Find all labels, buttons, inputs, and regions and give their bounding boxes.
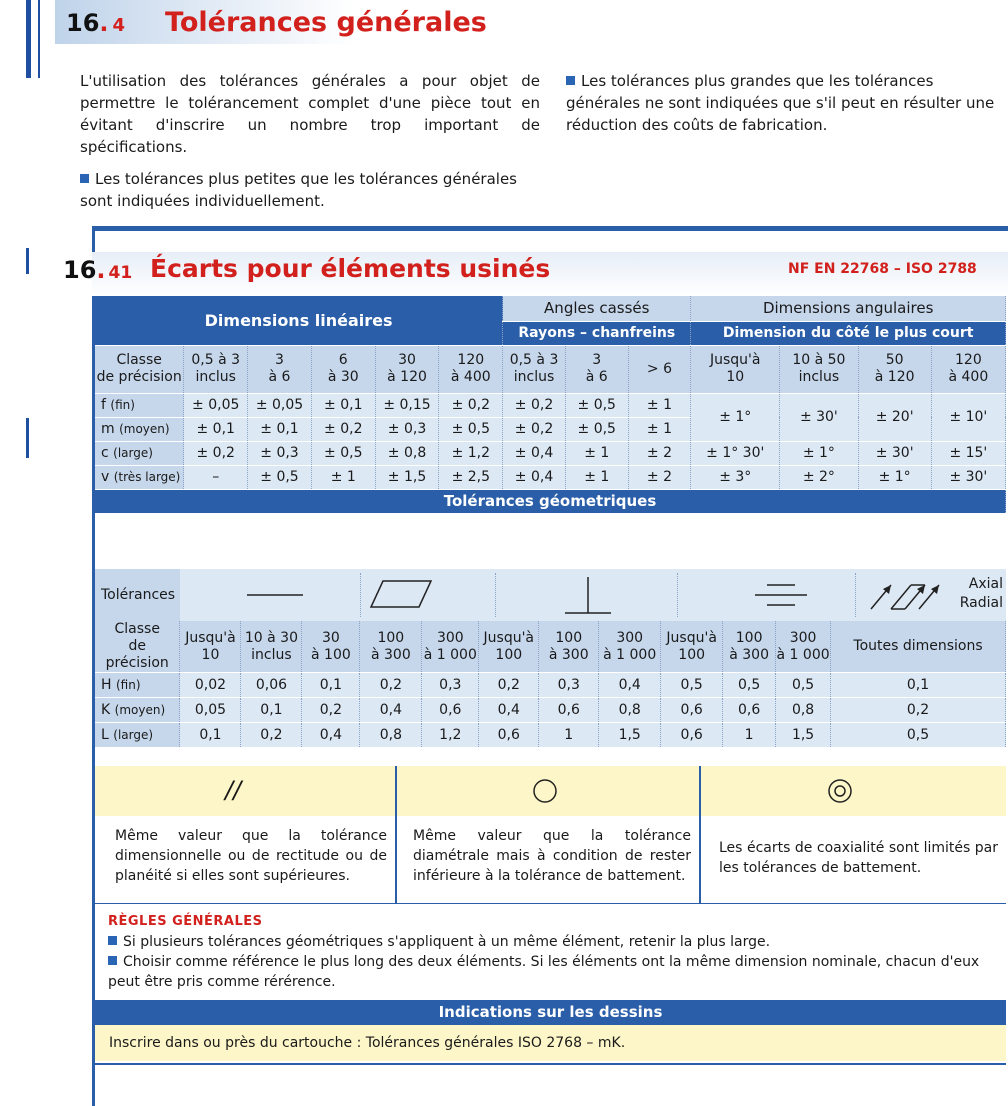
column-header: Toutes dimensions <box>831 621 1006 673</box>
table-cell: ± 1° <box>691 393 780 441</box>
column-header: 100 à 300 <box>723 621 776 673</box>
table-row <box>95 465 1006 489</box>
axial-label: Axial <box>968 576 1003 592</box>
linear-angular-table <box>95 296 1006 514</box>
table-row <box>95 698 1006 723</box>
class-cell: c (large) <box>95 441 184 465</box>
table-cell: ± 2 <box>628 441 691 465</box>
header-shortest-side: Dimension du côté le plus court <box>691 321 1006 345</box>
table-cell: ± 1 <box>628 417 691 441</box>
intro-paragraph: Les tolérances plus grandes que les tolérances générales ne sont indiquées que s'il peut en résulter une réduction des coûts de fabrication. <box>566 72 995 134</box>
table-cell: ± 0,5 <box>565 417 628 441</box>
table-cell: 0,6 <box>661 723 723 748</box>
table-row <box>95 441 1006 465</box>
drawings-band: Indications sur les dessins <box>95 1000 1006 1025</box>
table-cell: 0,3 <box>539 673 599 698</box>
table-cell: 1,2 <box>422 723 479 748</box>
norm-reference: NF EN 22768 – ISO 2788 <box>788 261 977 277</box>
table-cell: – <box>184 465 248 489</box>
table-cell: ± 0,5 <box>439 417 503 441</box>
drawings-instruction: Inscrire dans ou près du cartouche : Tolérances générales ISO 2768 – mK. <box>95 1025 1006 1061</box>
table-cell: ± 0,1 <box>311 393 375 417</box>
column-header: 3 à 6 <box>248 345 312 393</box>
column-header: Classe de précision <box>95 621 180 673</box>
table-cell: ± 0,5 <box>565 393 628 417</box>
table-cell: ± 3° <box>691 465 780 489</box>
header-radii-chamfers: Rayons – chanfreins <box>503 321 691 345</box>
note-text: Même valeur que la tolérance diamétrale mais à condition de rester inférieure à la tolérance de battement. <box>413 828 691 884</box>
table-cell: 0,2 <box>479 673 539 698</box>
yellow-cell <box>397 766 701 816</box>
table-cell: 0,6 <box>723 698 776 723</box>
table-cell: 0,6 <box>479 723 539 748</box>
runout-labels <box>955 575 1003 613</box>
class-cell: v (très large) <box>95 465 184 489</box>
divider <box>855 573 856 617</box>
note-cell <box>95 816 397 904</box>
margin-rule <box>26 248 29 274</box>
tolerances-label: Tolérances <box>95 569 180 621</box>
column-header: 10 à 50 inclus <box>780 345 858 393</box>
header-linear-dimensions: Dimensions linéaires <box>95 296 503 345</box>
subsection-number: 16. 41 <box>63 256 133 284</box>
margin-rule <box>26 0 31 78</box>
table-cell: ± 1 <box>565 465 628 489</box>
symbols-yellow-row <box>95 766 1006 816</box>
table-cell: ± 0,05 <box>184 393 248 417</box>
yellow-cell <box>701 766 1006 816</box>
table-cell: ± 0,2 <box>184 441 248 465</box>
table-cell: 0,4 <box>479 698 539 723</box>
table-cell: ± 10' <box>931 393 1005 441</box>
table-cell: 0,1 <box>831 673 1006 698</box>
note-text: Même valeur que la tolérance dimensionnelle ou de rectitude ou de planéité si elles sont supérieures. <box>115 828 387 884</box>
straightness-icon <box>245 585 305 605</box>
divider <box>677 573 678 617</box>
column-header: 300 à 1 000 <box>776 621 831 673</box>
table-cell: 1,5 <box>599 723 661 748</box>
table-cell: 0,3 <box>422 673 479 698</box>
table-cell: ± 1° <box>780 441 858 465</box>
table-cell: ± 0,4 <box>503 441 566 465</box>
column-header: 300 à 1 000 <box>599 621 661 673</box>
column-header: 120 à 400 <box>931 345 1005 393</box>
notes-row <box>95 816 1006 904</box>
table-row <box>95 723 1006 748</box>
table-cell: ± 1 <box>628 393 691 417</box>
margin-rule <box>38 0 40 78</box>
intro-right <box>566 70 1004 136</box>
flatness-icon <box>367 577 437 611</box>
table-cell: 0,1 <box>180 723 241 748</box>
table-row <box>95 393 1006 417</box>
table-cell: 0,6 <box>422 698 479 723</box>
table-cell: 1,5 <box>776 723 831 748</box>
table-cell: 1 <box>539 723 599 748</box>
table-cell: ± 0,8 <box>375 441 439 465</box>
column-header: Jusqu'à 10 <box>691 345 780 393</box>
table-cell: 0,4 <box>599 673 661 698</box>
column-header: 300 à 1 000 <box>422 621 479 673</box>
column-header: 6 à 30 <box>311 345 375 393</box>
table-column-header-row <box>95 621 1006 673</box>
class-cell: m (moyen) <box>95 417 184 441</box>
class-cell: L (large) <box>95 723 180 748</box>
table-cell: ± 0,3 <box>375 417 439 441</box>
bottom-rule <box>95 1063 1006 1065</box>
table-cell: 0,02 <box>180 673 241 698</box>
coaxiality-icon <box>827 778 853 804</box>
table-cell: ± 0,2 <box>503 393 566 417</box>
table-cell: 0,6 <box>539 698 599 723</box>
table-cell: 0,5 <box>831 723 1006 748</box>
symmetry-icon <box>753 579 809 611</box>
table-cell: 0,8 <box>360 723 422 748</box>
table-cell: ± 1,2 <box>439 441 503 465</box>
table-cell: ± 2 <box>628 465 691 489</box>
table-cell: ± 2,5 <box>439 465 503 489</box>
table-cell: ± 0,5 <box>248 465 312 489</box>
column-header: 10 à 30 inclus <box>241 621 302 673</box>
table-cell: ± 1° 30' <box>691 441 780 465</box>
table-cell: ± 0,2 <box>439 393 503 417</box>
table-cell: 0,8 <box>599 698 661 723</box>
table-cell: 0,5 <box>661 673 723 698</box>
table-cell: 0,5 <box>723 673 776 698</box>
table-cell: 0,06 <box>241 673 302 698</box>
table-cell: 0,8 <box>776 698 831 723</box>
table-cell: 0,2 <box>831 698 1006 723</box>
margin-rule <box>26 418 29 458</box>
header-angular-dimensions: Dimensions angulaires <box>691 296 1006 321</box>
table-cell: ± 0,05 <box>248 393 312 417</box>
parallelism-icon: // <box>225 776 242 804</box>
table-cell: ± 1° <box>858 465 931 489</box>
class-cell: f (fin) <box>95 393 184 417</box>
runout-icon <box>865 575 945 615</box>
header-broken-angles: Angles cassés <box>503 296 691 321</box>
table-cell: ± 0,3 <box>248 441 312 465</box>
symbols-row <box>95 569 1006 621</box>
note-cell <box>701 816 1006 904</box>
table-cell: ± 0,1 <box>248 417 312 441</box>
divider <box>495 573 496 617</box>
column-header: 30 à 120 <box>375 345 439 393</box>
circularity-icon <box>532 778 558 804</box>
column-header: Jusqu'à 10 <box>180 621 241 673</box>
table-cell: ± 2° <box>780 465 858 489</box>
divider <box>360 573 361 617</box>
section-number: 16. 4 <box>66 9 126 37</box>
table-cell: 0,4 <box>360 698 422 723</box>
table-cell: 0,2 <box>302 698 360 723</box>
table-cell: 0,05 <box>180 698 241 723</box>
rules-list <box>108 932 998 992</box>
class-cell: K (moyen) <box>95 698 180 723</box>
geometric-tolerances-band: Tolérances géometriques <box>95 489 1006 513</box>
column-header: > 6 <box>628 345 691 393</box>
bullet-square-icon <box>80 174 89 183</box>
column-header: 3 à 6 <box>565 345 628 393</box>
bullet-square-icon <box>566 76 575 85</box>
table-row <box>95 673 1006 698</box>
table-cell: 1 <box>723 723 776 748</box>
class-cell: H (fin) <box>95 673 180 698</box>
table-cell: ± 1,5 <box>375 465 439 489</box>
intro-paragraph: Les tolérances plus petites que les tolérances générales sont indiquées individuellement. <box>80 170 517 210</box>
column-header: 0,5 à 3 inclus <box>503 345 566 393</box>
bullet-square-icon <box>108 956 117 965</box>
table-cell: 0,2 <box>241 723 302 748</box>
geometric-tolerances-table <box>95 621 1006 748</box>
column-header: 100 à 300 <box>539 621 599 673</box>
table-cell: ± 1 <box>311 465 375 489</box>
table-cell: ± 0,5 <box>311 441 375 465</box>
table-cell: ± 30' <box>780 393 858 441</box>
table-cell: ± 15' <box>931 441 1005 465</box>
table-cell: ± 0,2 <box>503 417 566 441</box>
table-cell: 0,5 <box>776 673 831 698</box>
table-column-header-row <box>95 345 1006 393</box>
column-header: 30 à 100 <box>302 621 360 673</box>
table-cell: ± 0,2 <box>311 417 375 441</box>
column-header: 0,5 à 3 inclus <box>184 345 248 393</box>
intro-left <box>80 70 540 212</box>
table-cell: 0,2 <box>360 673 422 698</box>
column-header: 100 à 300 <box>360 621 422 673</box>
table-cell: ± 30' <box>931 465 1005 489</box>
table-cell: ± 1 <box>565 441 628 465</box>
table-cell: ± 0,15 <box>375 393 439 417</box>
note-cell <box>397 816 701 904</box>
rules-title: RÈGLES GÉNÉRALES <box>108 914 263 929</box>
subsection-title: Écarts pour éléments usinés <box>150 254 551 283</box>
column-header: Jusqu'à 100 <box>661 621 723 673</box>
table-cell: 0,1 <box>302 673 360 698</box>
table-cell: ± 0,1 <box>184 417 248 441</box>
rule-item: Si plusieurs tolérances géométriques s'appliquent à un même élément, retenir la plus large. <box>108 932 998 952</box>
rule-item: Choisir comme référence le plus long des deux éléments. Si les éléments ont la même dimension nominale, chacun d'eux peut être pris comme rérérence. <box>108 954 980 990</box>
table-cell: ± 30' <box>858 441 931 465</box>
section-title: Tolérances générales <box>165 7 487 38</box>
column-header: 120 à 400 <box>439 345 503 393</box>
yellow-cell <box>95 766 397 816</box>
column-header: 50 à 120 <box>858 345 931 393</box>
note-text: Les écarts de coaxialité sont limités par les tolérances de battement. <box>719 840 998 876</box>
table-cell: 0,1 <box>241 698 302 723</box>
bullet-square-icon <box>108 936 117 945</box>
radial-label: Radial <box>959 595 1003 611</box>
table-cell: 0,4 <box>302 723 360 748</box>
perpendicularity-icon <box>563 573 613 617</box>
intro-paragraph: L'utilisation des tolérances générales a pour objet de permettre le tolérancement complet d'une pièce tout en évitant d'inscrire un nombre trop important de spécifications. <box>80 72 540 156</box>
column-header: Classe de précision <box>95 345 184 393</box>
table-cell: 0,6 <box>661 698 723 723</box>
table-cell: ± 0,4 <box>503 465 566 489</box>
column-header: Jusqu'à 100 <box>479 621 539 673</box>
table-cell: ± 20' <box>858 393 931 441</box>
